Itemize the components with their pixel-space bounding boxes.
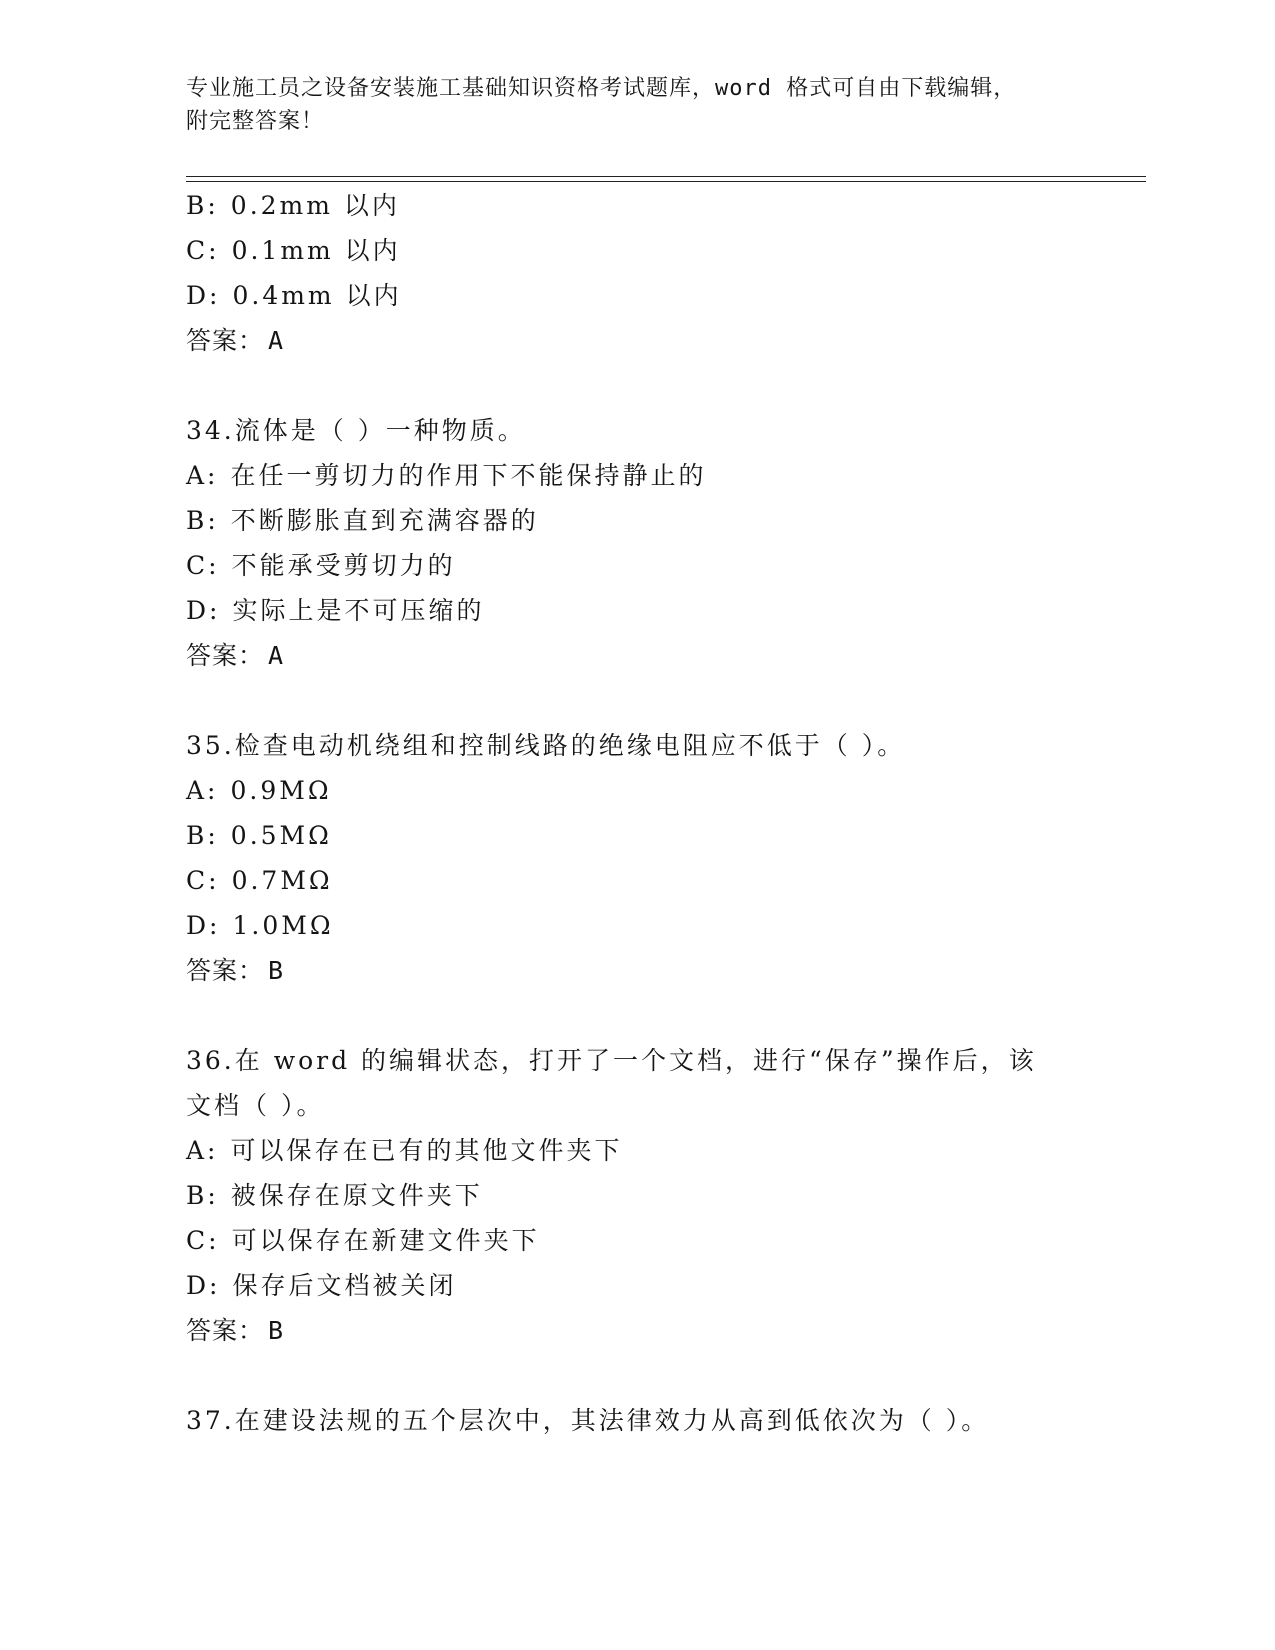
answer-label: 答案： — [186, 641, 265, 670]
q35-option-b — [186, 821, 332, 851]
option-text: 0.9MΩ — [230, 776, 332, 805]
q36-question-line-1: 36.在 word 的编辑状态，打开了一个文档，进行“保存”操作后，该 — [186, 1046, 1037, 1075]
option-key: A: — [186, 776, 219, 805]
option-key: B: — [186, 191, 219, 220]
q33-answer — [186, 326, 284, 356]
q36-question-line-2: 文档（ ）。 — [186, 1091, 325, 1120]
q33-option-b — [186, 191, 400, 221]
q34-option-b — [186, 506, 539, 536]
header-line-2: 附完整答案！ — [186, 109, 325, 134]
option-key: D: — [186, 596, 221, 625]
document-header — [186, 72, 1066, 138]
option-key: C: — [186, 1226, 220, 1255]
answer-value: A — [268, 641, 285, 670]
option-text: 不能承受剪切力的 — [231, 551, 456, 580]
option-text: 0.2mm 以内 — [230, 191, 400, 220]
option-text: 0.4mm 以内 — [232, 281, 402, 310]
q37-question: 37.在建设法规的五个层次中，其法律效力从高到低依次为（ ）。 — [186, 1406, 990, 1435]
option-text: 不断膨胀直到充满容器的 — [230, 506, 539, 535]
q34-question: 34.流体是（ ）一种物质。 — [186, 416, 526, 445]
option-text: 在任一剪切力的作用下不能保持静止的 — [230, 461, 707, 490]
q34-option-a — [186, 461, 707, 491]
q34-answer — [186, 641, 284, 671]
option-key: B: — [186, 821, 219, 850]
option-text: 实际上是不可压缩的 — [232, 596, 485, 625]
answer-label: 答案： — [186, 1316, 265, 1345]
q35-option-a — [186, 776, 332, 806]
header-divider-top — [186, 176, 1146, 177]
q36-answer — [186, 1316, 284, 1346]
q34-option-d — [186, 596, 484, 626]
answer-value: A — [268, 326, 285, 355]
q36-option-c — [186, 1226, 540, 1256]
option-key: D: — [186, 911, 221, 940]
option-key: A: — [186, 461, 219, 490]
answer-value: B — [268, 1316, 285, 1345]
option-text: 0.1mm 以内 — [231, 236, 401, 265]
q34-option-c — [186, 551, 456, 581]
answer-label: 答案： — [186, 326, 265, 355]
answer-label: 答案： — [186, 956, 265, 985]
option-text: 被保存在原文件夹下 — [230, 1181, 483, 1210]
option-key: C: — [186, 866, 220, 895]
header-line-1: 专业施工员之设备安装施工基础知识资格考试题库，word 格式可自由下载编辑， — [186, 76, 1017, 101]
option-text: 0.7MΩ — [231, 866, 333, 895]
header-divider-bottom — [186, 181, 1146, 182]
q35-answer — [186, 956, 284, 986]
answer-value: B — [268, 956, 285, 985]
q36-option-a — [186, 1136, 623, 1166]
q35-option-d — [186, 911, 334, 941]
q36-option-d — [186, 1271, 456, 1301]
option-key: A: — [186, 1136, 219, 1165]
option-key: C: — [186, 236, 220, 265]
option-key: C: — [186, 551, 220, 580]
option-text: 0.5MΩ — [230, 821, 332, 850]
option-text: 1.0MΩ — [232, 911, 334, 940]
q36-option-b — [186, 1181, 483, 1211]
q35-option-c — [186, 866, 333, 896]
option-key: B: — [186, 506, 219, 535]
option-key: B: — [186, 1181, 219, 1210]
q33-option-c — [186, 236, 401, 266]
q35-question: 35.检查电动机绕组和控制线路的绝缘电阻应不低于（ ）。 — [186, 731, 906, 760]
option-text: 保存后文档被关闭 — [232, 1271, 457, 1300]
option-key: D: — [186, 281, 221, 310]
q33-option-d — [186, 281, 402, 311]
option-text: 可以保存在已有的其他文件夹下 — [230, 1136, 623, 1165]
option-text: 可以保存在新建文件夹下 — [231, 1226, 540, 1255]
option-key: D: — [186, 1271, 221, 1300]
